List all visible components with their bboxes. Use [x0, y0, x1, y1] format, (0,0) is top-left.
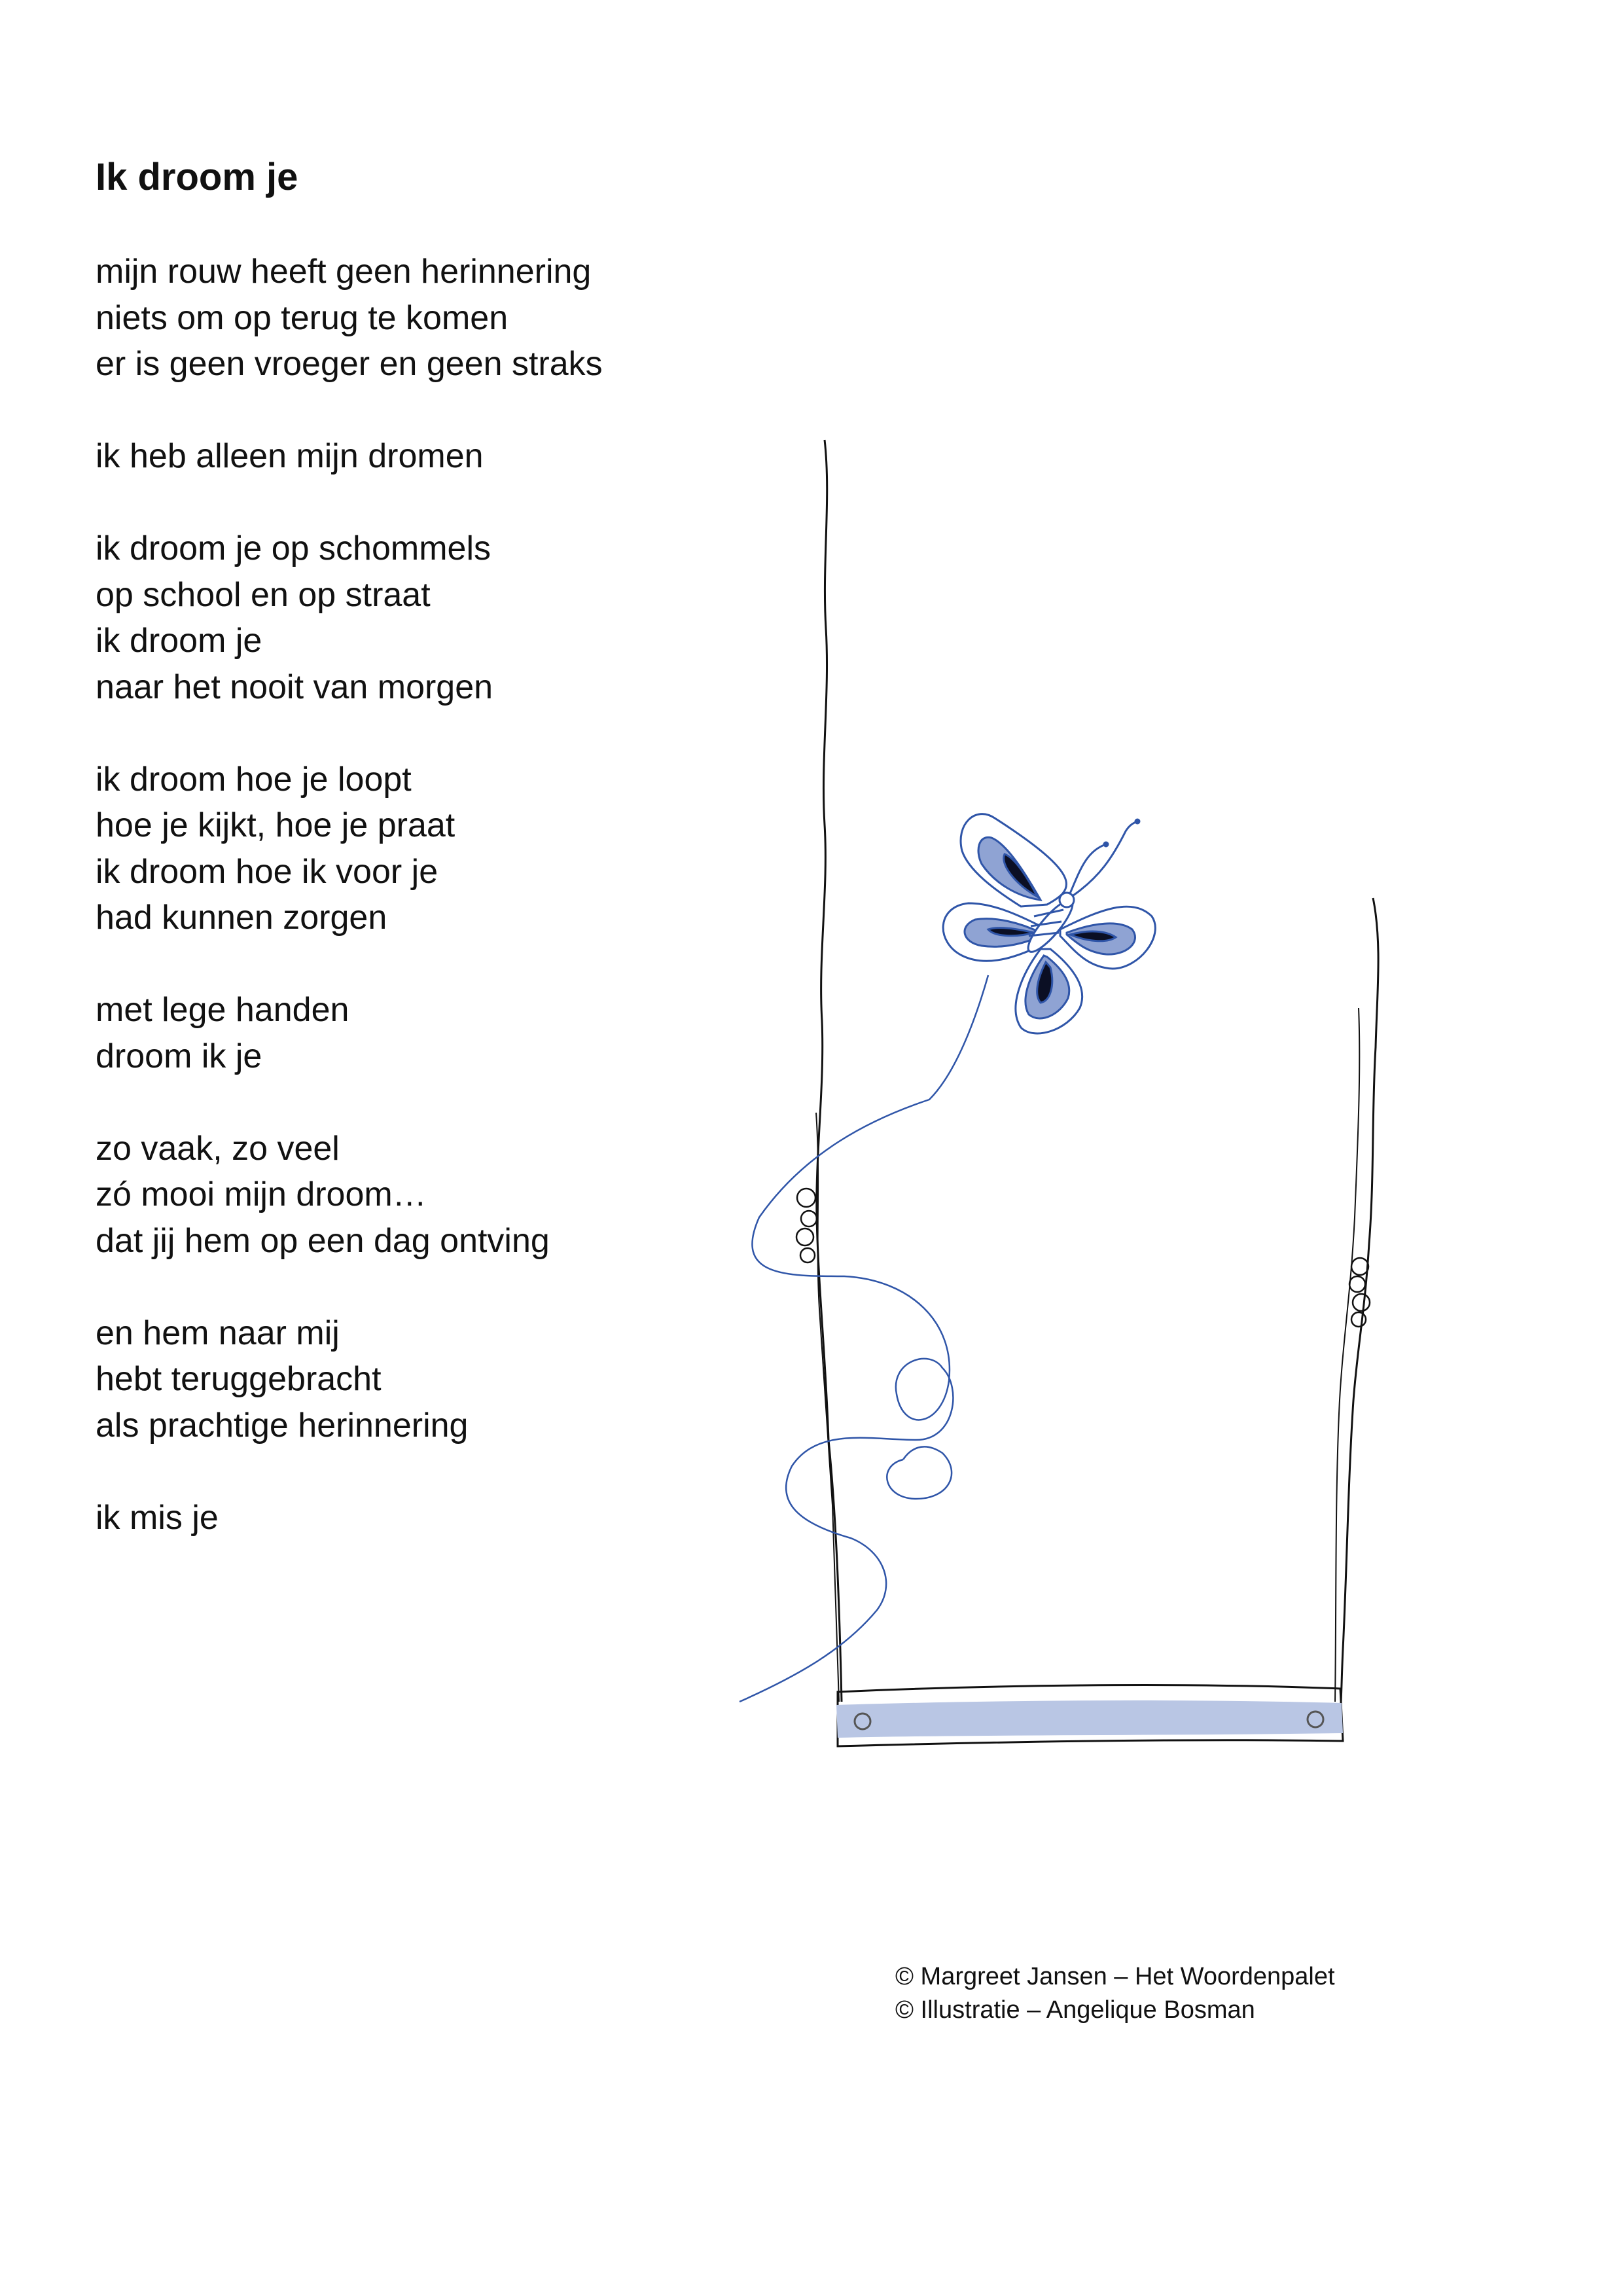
poem-line: met lege handen [96, 991, 349, 1029]
stanza [96, 757, 603, 941]
poem-line: als prachtige herinnering [96, 1406, 469, 1444]
stanza [96, 1495, 603, 1541]
butterfly-icon [943, 814, 1155, 1033]
poem-line: ik mis je [96, 1498, 219, 1537]
poem-line: dat jij hem op een dag ontving [96, 1221, 550, 1260]
poem-title: Ik droom je [96, 156, 298, 198]
stanza [96, 1310, 603, 1449]
poem-body [96, 249, 603, 1587]
poem-line: naar het nooit van morgen [96, 668, 493, 706]
stanza [96, 249, 603, 387]
butterfly-trail [740, 975, 988, 1702]
poem-line: ik droom hoe ik voor je [96, 852, 438, 891]
poem-line: ik droom je op schommels [96, 529, 491, 567]
poem-line: ik heb alleen mijn dromen [96, 437, 484, 475]
stanza [96, 526, 603, 710]
stanza [96, 987, 603, 1079]
swing-seat-fill [836, 1700, 1343, 1738]
poem-line: zo vaak, zo veel [96, 1129, 340, 1168]
poem-line: hebt teruggebracht [96, 1360, 382, 1398]
poem-line: mijn rouw heeft geen herinnering [96, 253, 592, 291]
butterfly-trail-loop [887, 1446, 952, 1499]
poem-line: niets om op terug te komen [96, 298, 508, 337]
credits [895, 1960, 1335, 2027]
copyright-author: © Margreet Jansen – Het Woordenpalet [895, 1963, 1335, 1990]
rope-knot-left [796, 1189, 817, 1263]
poem-line: droom ik je [96, 1037, 262, 1075]
poem-line: zó mooi mijn droom… [96, 1175, 427, 1213]
stanza [96, 433, 603, 480]
poem-line: had kunnen zorgen [96, 899, 387, 937]
poem-line: er is geen vroeger en geen straks [96, 345, 603, 383]
poem-line: ik droom hoe je loopt [96, 760, 412, 798]
copyright-illustration: © Illustratie – Angelique Bosman [895, 1996, 1255, 2024]
swing-rope-right-inner [1335, 1008, 1359, 1702]
poem-line: ik droom je [96, 622, 262, 660]
poem-line: op school en op straat [96, 575, 431, 614]
swing-illustration [713, 425, 1414, 1767]
poem-line: en hem naar mij [96, 1314, 340, 1352]
stanza [96, 1126, 603, 1265]
poem-line: hoe je kijkt, hoe je praat [96, 806, 455, 844]
swing-rope-left [817, 440, 842, 1702]
